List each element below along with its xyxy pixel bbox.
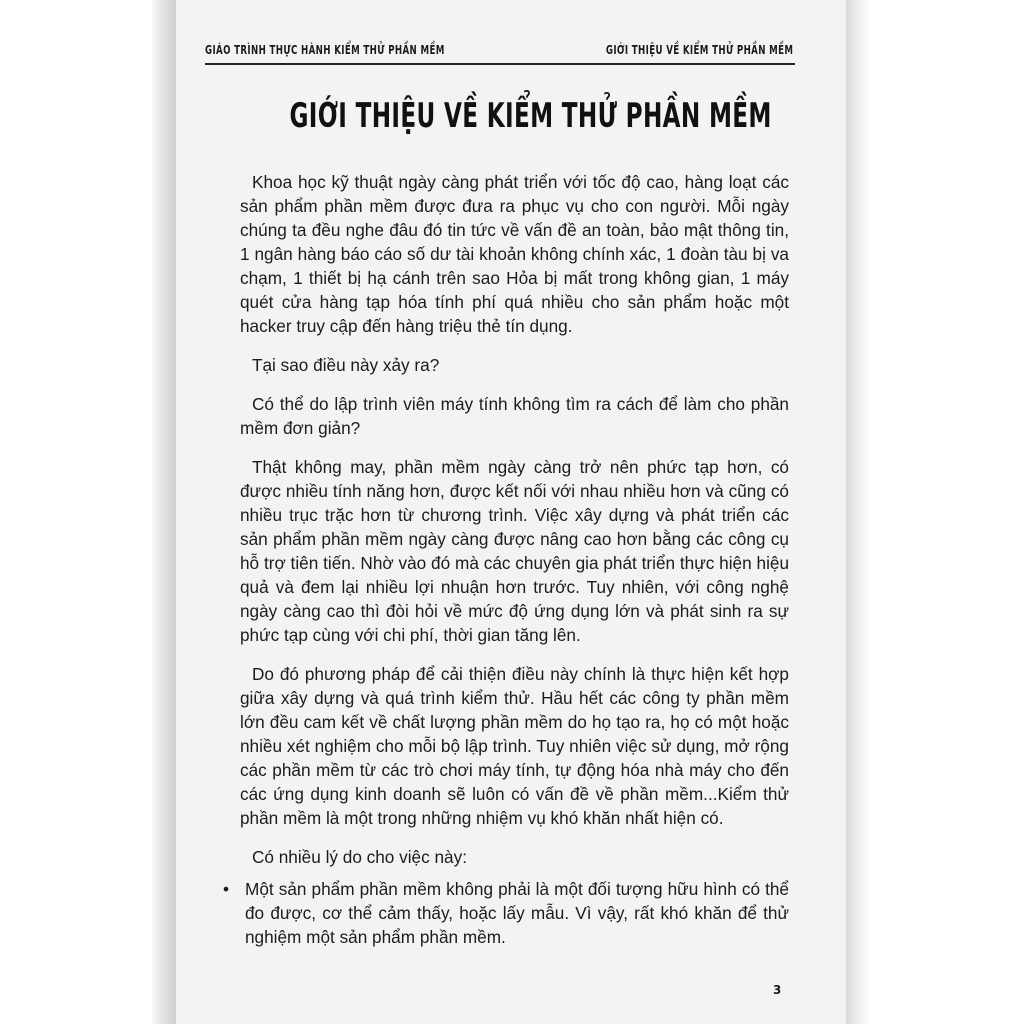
paragraph: Khoa học kỹ thuật ngày càng phát triển với tốc độ cao, hàng loạt các sản phẩm phần mềm được đưa ra phục vụ cho con người. Mỗi ngày chúng ta đều nghe đâu đó tin tức về vấn đề an toàn, bảo mật thông tin, 1 ngân hàng báo cáo số dư tài khoản không chính xác, 1 đoàn tàu bị va chạm, 1 thiết bị hạ cánh trên sao Hỏa bị mất trong không gian, 1 máy quét cửa hàng tạp hóa tính phí quá nhiều cho sản phẩm hoặc một hacker truy cập đến hàng triệu thẻ tín dụng. [240,172,789,336]
paragraph: Thật không may, phần mềm ngày càng trở nên phức tạp hơn, có được nhiều tính năng hơn, được kết nối với nhau nhiều hơn và cũng có nhiều trục trặc hơn từ chương trình. Việc xây dựng và phát triển các sản phẩm phần mềm ngày càng được nâng cao hơn bằng các công cụ hỗ trợ tiên tiến. Nhờ vào đó mà các chuyên gia phát triển thực hiện hiệu quả và đem lại nhiều lợi nhuận hơn trước. Tuy nhiên, với công nghệ ngày càng cao thì đòi hỏi về mức độ ứng dụng lớn và phát sinh ra sự phức tạp cùng với chi phí, thời gian tăng lên. [240,457,789,645]
page-gutter-shadow [150,0,176,1024]
bullet-marker: • [223,879,230,899]
running-head-right: GIỚI THIỆU VỀ KIỂM THỬ PHẦN MỀM [605,43,793,57]
page-number: 3 [773,983,782,997]
list-item [223,877,789,949]
header-rule [205,63,795,65]
chapter-title-text: GIỚI THIỆU VỀ KIỂM THỬ PHẦN MỀM [289,96,772,136]
page-edge-shadow [846,0,870,1024]
paragraph: Có nhiều lý do cho việc này: [252,847,467,867]
paragraph: Do đó phương pháp để cải thiện điều này chính là thực hiện kết hợp giữa xây dựng và quá trình kiểm thử. Hầu hết các công ty phần mềm lớn đều cam kết về chất lượng phần mềm do họ tạo ra, họ có một hoặc nhiều xét nghiệm cho mỗi bộ lập trình. Tuy nhiên việc sử dụng, mở rộng các phần mềm từ các trò chơi máy tính, tự động hóa nhà máy cho đến các ứng dụng kinh doanh sẽ luôn có vấn đề về phần mềm...Kiểm thử phần mềm là một trong những nhiệm vụ khó khăn nhất hiện có. [240,664,789,828]
paragraph: Có thể do lập trình viên máy tính không tìm ra cách để làm cho phần mềm đơn giản? [240,394,789,438]
running-head-left: GIÁO TRÌNH THỰC HÀNH KIỂM THỬ PHẦN MỀM [205,43,445,57]
book-page [176,0,846,1024]
bullet-list [223,877,789,949]
body-text [223,170,789,949]
chapter-title [176,96,846,136]
paragraph: Tại sao điều này xảy ra? [252,355,440,375]
list-item-text: Một sản phẩm phần mềm không phải là một đối tượng hữu hình có thể đo được, cơ thể cảm thấy, hoặc lấy mẫu. Vì vậy, rất khó khăn để thử nghiệm một sản phẩm phần mềm. [245,879,789,947]
